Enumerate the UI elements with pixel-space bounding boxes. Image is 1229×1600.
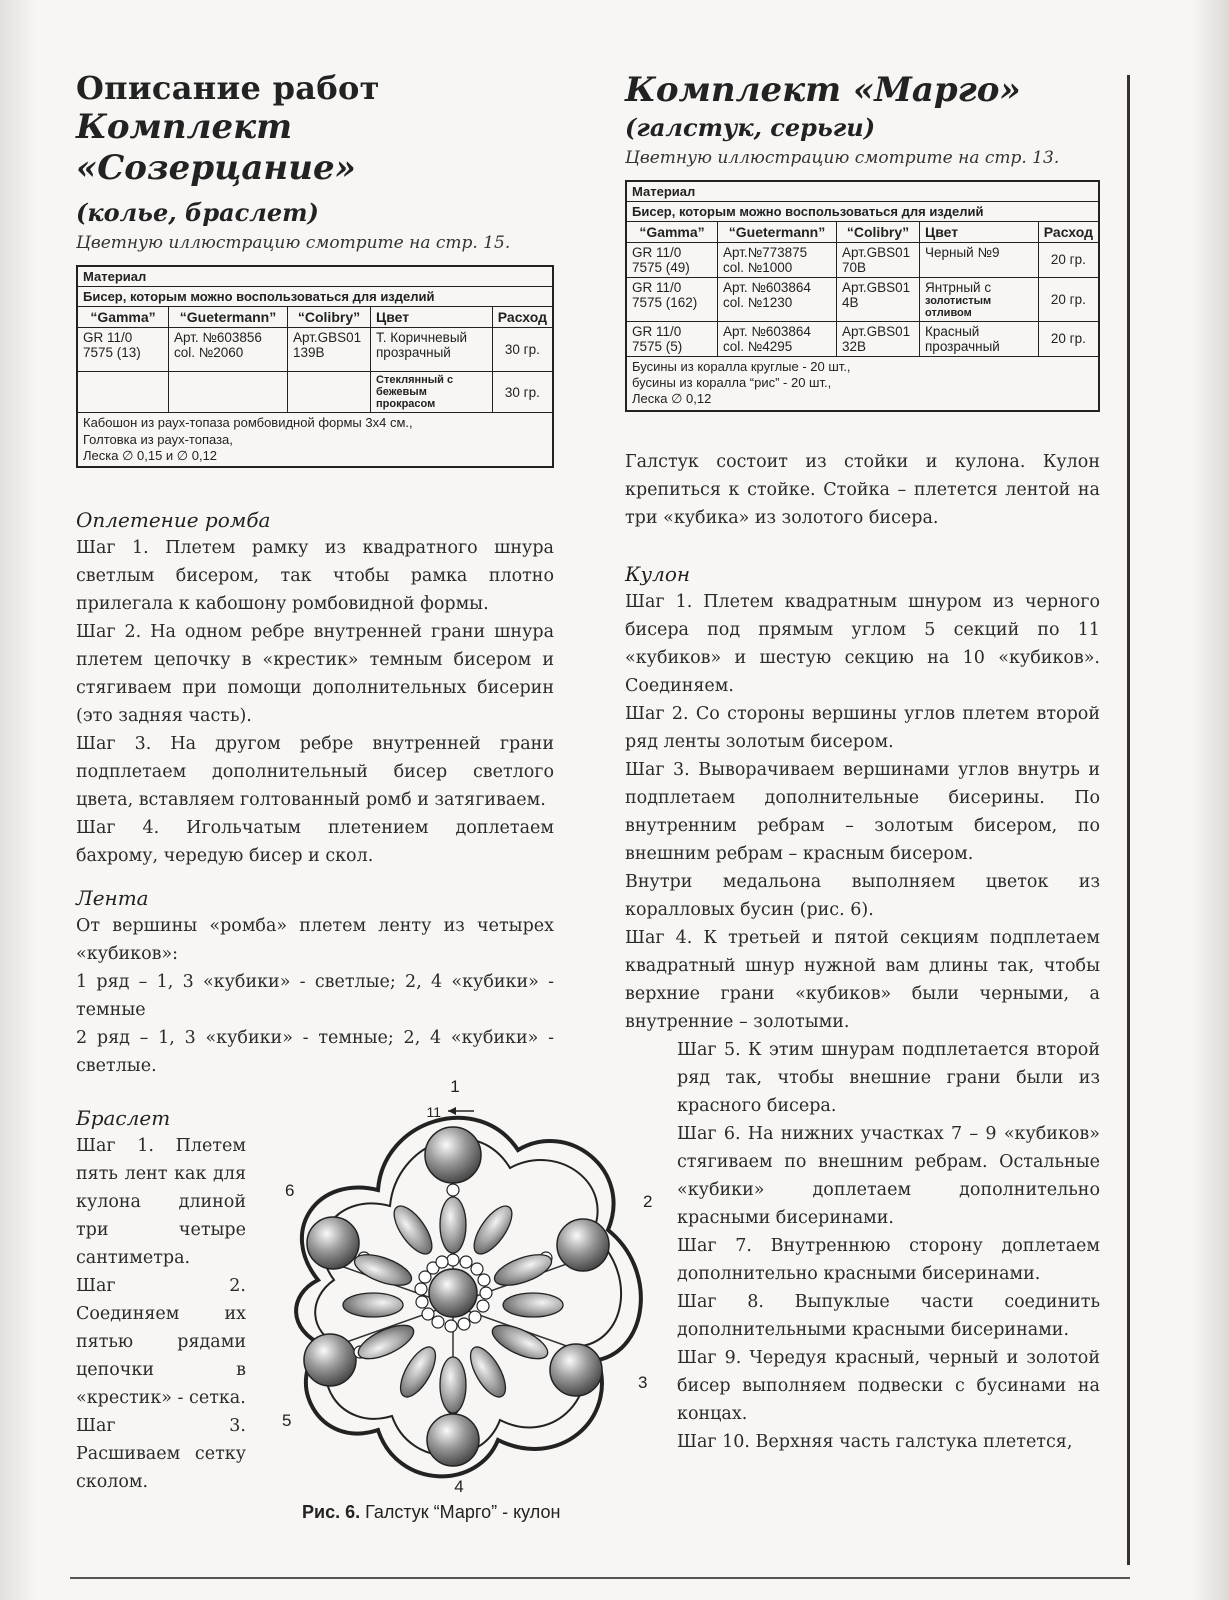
section-label-4: 4: [454, 1477, 464, 1496]
paragraph: Шаг 3. На другом ребре внутренней грани подплетаем дополнительный бисер светлого цвета, вставляем голтованный ромб и затягиваем.: [76, 734, 554, 811]
col-header-colibry: “Colibry”: [837, 221, 920, 242]
table-subtitle: Бисер, которым можно воспользоваться для изделий: [626, 201, 1099, 221]
coral-round-bead: [304, 1334, 356, 1386]
table-row: [626, 277, 1099, 321]
set-subtitle: (галстук, серьги): [625, 112, 876, 142]
paragraph: Шаг 9. Чередуя красный, черный и золотой бисер выполняем подвески с бусинами на концах.: [677, 1347, 1100, 1424]
section-label-11: 11: [426, 1104, 441, 1120]
col-header-amount: Расход: [492, 307, 553, 328]
coral-round-bead: [427, 1414, 479, 1466]
coral-round-bead: [307, 1217, 359, 1269]
paragraph: Шаг 4. Игольчатым плетением доплетаем бахрому, чередую бисер и скол.: [76, 818, 554, 867]
paragraph: Шаг 6. На нижних участках 7 – 9 «кубиков» стягиваем по внешним ребрам. Остальные «кубики» доплетаем дополнительно красными бисеринами.: [677, 1123, 1100, 1228]
table-row: [77, 372, 553, 413]
paragraph: 1 ряд – 1, 3 «кубики» - светлые; 2, 4 «кубики» - темные: [76, 972, 554, 1021]
cell-color: [920, 321, 1039, 356]
col-header-gamma: “Gamma”: [626, 221, 718, 242]
cell-color: Т. Коричневый прозрачный: [371, 328, 493, 372]
col-header-colibry: “Colibry”: [288, 307, 371, 328]
paragraph: Шаг 8. Выпуклые части соединить дополнительными красными бисеринами.: [677, 1291, 1100, 1340]
cell-amount: 30 гр.: [492, 372, 553, 413]
page-bottom-rule: [70, 1577, 1130, 1579]
paragraph: Шаг 10. Верхняя часть галстука плетется,: [677, 1431, 1073, 1452]
cell-colibry: Арт.GBS01 32B: [837, 321, 920, 356]
section-title-romb: Оплетение ромба: [76, 508, 271, 533]
cell-gamma: GR 11/0 7575 (13): [77, 328, 169, 372]
paragraph: От вершины «ромба» плетем ленту из четырех «кубиков»:: [76, 916, 554, 965]
paragraph: Шаг 2. Со стороны вершины углов плетем второй ряд ленты золотым бисером.: [625, 703, 1100, 752]
table-title: Материал: [77, 266, 553, 287]
table-row: [626, 242, 1099, 277]
materials-table: [76, 265, 554, 468]
cell-colibry: Арт.GBS01 139B: [288, 328, 371, 372]
color-label: Янтрный с: [925, 279, 992, 295]
paragraph: Шаг 2. На одном ребре внутренней грани шнура плетем цепочку в «крестик» темным бисером и стягиваем при помощи дополнительных бисерин (это задняя часть).: [76, 622, 554, 727]
section-label-6: 6: [285, 1181, 295, 1200]
color-label: Черный №9: [925, 244, 1000, 260]
col-header-color: Цвет: [920, 221, 1039, 242]
footnote-line: Бусины из коралла круглые - 20 шт.,: [632, 358, 851, 374]
figure-caption: [302, 1502, 560, 1523]
set-title-sozertsanie: Комплект «Созерцание»: [76, 106, 356, 188]
table-subtitle: Бисер, которым можно воспользоваться для изделий: [77, 287, 553, 307]
paragraph-intro: Галстук состоит из стойки и кулона. Кулон крепиться к стойке. Стойка – плетется лентой на три «кубика» из золотого бисера.: [625, 451, 1100, 528]
footnote-line: Кабошон из раух-топаза ромбовидной формы 3х4 см.,: [83, 415, 413, 431]
table-title: Материал: [626, 181, 1099, 202]
cell-guetermann: [169, 372, 288, 413]
table-row: [77, 328, 553, 372]
paragraph: Шаг 2. Соединяем их пятью рядами цепочки в «крестик» - сетка.: [76, 1276, 246, 1409]
section-label-3: 3: [638, 1373, 648, 1392]
arrow-left-icon: [448, 1107, 456, 1115]
color-label: Красный прозрачный: [925, 323, 1000, 354]
col-header-amount: Расход: [1038, 221, 1099, 242]
paragraph: Шаг 4. К третьей и пятой секциям подплетаем квадратный шнур нужной вам длины так, чтобы верхние грани «кубиков» были черными, а внутренние – золотыми.: [625, 927, 1100, 1032]
illustration-note: Цветную иллюстрацию смотрите на стр. 15.: [76, 233, 511, 254]
cell-colibry: Арт.GBS01 4B: [837, 277, 920, 321]
cell-color: Стеклянный с бежевым прокрасом: [371, 372, 493, 413]
col-header-guetermann: “Guetermann”: [169, 307, 288, 328]
col-header-color: Цвет: [371, 307, 493, 328]
paragraph: Шаг 1. Плетем пять лент как для кулона длиной три четыре сантиметра.: [76, 1136, 246, 1269]
section-label-2: 2: [643, 1192, 653, 1211]
cell-guetermann: Арт. №603856 col. №2060: [169, 328, 288, 372]
cell-colibry: [288, 372, 371, 413]
paragraph: Шаг 7. Внутреннюю сторону доплетаем дополнительно красными бисеринами.: [677, 1235, 1100, 1284]
cell-amount: 30 гр.: [492, 328, 553, 372]
section-title-braslet: Браслет: [76, 1106, 171, 1131]
footnote-line: бусины из коралла “рис” - 20 шт.,: [632, 375, 832, 391]
cell-color: [920, 242, 1039, 277]
cell-amount: 20 гр.: [1038, 321, 1099, 356]
paragraph: Шаг 3. Расшиваем сетку сколом.: [76, 1416, 246, 1493]
cell-amount: 20 гр.: [1038, 277, 1099, 321]
set-subtitle: (колье, браслет): [76, 198, 319, 228]
right-column: [625, 70, 1100, 1456]
cell-guetermann: Арт. №603864 col. №4295: [718, 321, 837, 356]
footnote-line: Леска ∅ 0,15 и ∅ 0,12: [83, 447, 218, 463]
cell-color: [920, 277, 1039, 321]
color-label-detail: золотистым отливом: [925, 294, 992, 319]
figure-margo-pendant: [278, 1080, 658, 1500]
cell-gamma: GR 11/0 7575 (49): [626, 242, 718, 277]
column-divider-rule: [1127, 75, 1130, 1565]
cell-gamma: GR 11/0 7575 (162): [626, 277, 718, 321]
cell-guetermann: Арт. №603864 col. №1230: [718, 277, 837, 321]
center-bead: [429, 1269, 477, 1317]
page-heading: Описание работ: [76, 69, 380, 107]
figure-caption-number: Рис. 6.: [302, 1502, 361, 1522]
section-label-5: 5: [282, 1411, 292, 1430]
figure-caption-text: Галстук “Марго” - кулон: [360, 1502, 561, 1522]
materials-table: [625, 180, 1100, 412]
paragraph: Шаг 3. Выворачиваем вершинами углов внутрь и подплетаем дополнительные бисерины. По внутренним ребрам – золотым бисером, по внешним ребрам – красным бисером.: [625, 759, 1100, 864]
coral-round-bead: [557, 1219, 609, 1271]
paragraph: Шаг 5. К этим шнурам подплетается второй ряд так, чтобы внешние грани были из красного бисера.: [677, 1039, 1100, 1116]
col-header-guetermann: “Guetermann”: [718, 221, 837, 242]
table-row: [626, 321, 1099, 356]
paragraph: Шаг 1. Плетем квадратным шнуром из черного бисера под прямым углом 5 секций по 11 «кубиков» и шестую секцию на 10 «кубиков». Соединяем.: [625, 591, 1100, 696]
table-footnote: [626, 356, 1099, 410]
cell-amount: 20 гр.: [1038, 242, 1099, 277]
cell-gamma: [77, 372, 169, 413]
illustration-note: Цветную иллюстрацию смотрите на стр. 13.: [625, 147, 1060, 168]
table-footnote: [77, 413, 553, 467]
col-header-gamma: “Gamma”: [77, 307, 169, 328]
footnote-line: Голтовка из раух-топаза,: [83, 431, 233, 447]
coral-round-bead: [425, 1127, 481, 1183]
coral-round-bead: [550, 1344, 602, 1396]
paragraph: Шаг 1. Плетем рамку из квадратного шнура светлым бисером, так чтобы рамка плотно прилегала к кабошону ромбовидной формы.: [76, 538, 554, 615]
set-title-margo: Комплект «Марго»: [625, 70, 1021, 110]
cell-gamma: GR 11/0 7575 (5): [626, 321, 718, 356]
footnote-line: Леска ∅ 0,12: [632, 391, 712, 407]
section-label-1: 1: [450, 1080, 460, 1096]
paragraph: Внутри медальона выполняем цветок из коралловых бусин (рис. 6).: [625, 871, 1100, 920]
section-title-kulon: Кулон: [625, 561, 691, 586]
section-title-lenta: Лента: [76, 886, 149, 911]
cell-guetermann: Арт.№773875 col. №1000: [718, 242, 837, 277]
paragraph: 2 ряд – 1, 3 «кубики» - темные; 2, 4 «кубики» - светлые.: [76, 1028, 554, 1077]
cell-colibry: Арт.GBS01 70B: [837, 242, 920, 277]
